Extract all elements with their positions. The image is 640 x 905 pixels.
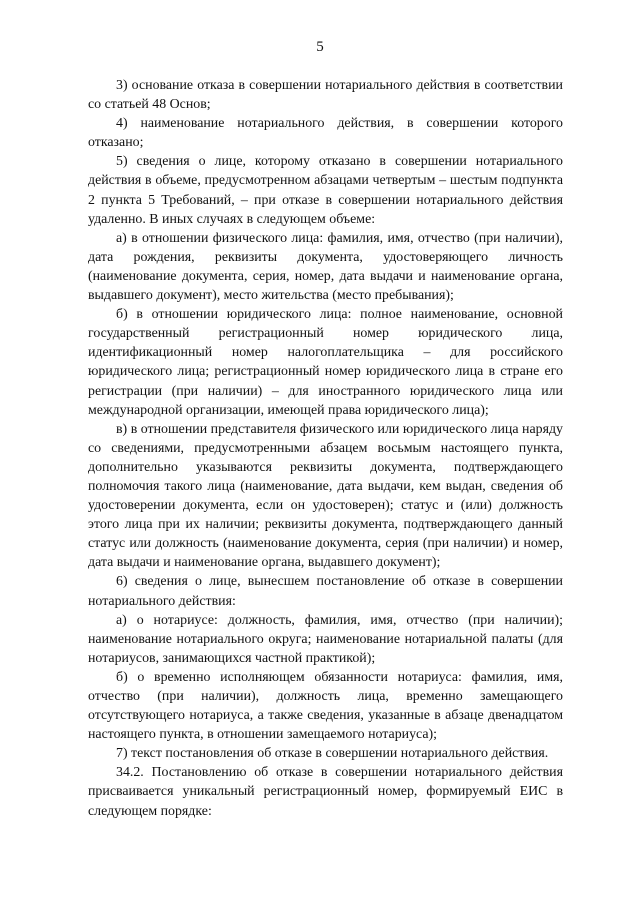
paragraph-34-2-registration-number: 34.2. Постановлению об отказе в совершении нотариального действия присваивается уникальный регистрационный номер, формируемый ЕИС в следующем порядке: — [88, 765, 563, 819]
page-number: 5 — [316, 39, 324, 55]
paragraph-acting-notary: б) о временно исполняющем обязанности нотариуса: фамилия, имя, отчество (при наличии), должность лица, временно замещающего отсутствующего нотариуса, а также сведения, указанные в абзаце двенадцатом настоящего пункта, в отношении замещаемого нотариуса); — [88, 669, 563, 743]
paragraph-natural-person: а) в отношении физического лица: фамилия, имя, отчество (при наличии), дата рождения, реквизиты документа, удостоверяющего личность (наименование документа, серия, номер, дата выдачи и наименование органа, выдавшего документ), место жительства (место пребывания); — [88, 230, 563, 304]
paragraph-notary: а) о нотариусе: должность, фамилия, имя, отчество (при наличии); наименование нотариального округа; наименование нотариальной палаты (для нотариусов, занимающихся частной практикой); — [88, 612, 563, 666]
paragraph-item-4-action-name: 4) наименование нотариального действия, в совершении которого отказано; — [88, 116, 563, 151]
paragraph-legal-entity: б) в отношении юридического лица: полное наименование, основной государственный регистрационный номер юридического лица, идентификационный номер налогоплательщика – для российского юридического лица; регистрационный номер юридического лица в стране его регистрации (при наличии) – для иностранного юридического лица или международной организации, имеющей права юридического лица); — [88, 307, 563, 418]
paragraph-item-3-refusal-basis: 3) основание отказа в совершении нотариального действия в соответствии со статьей 48 Основ; — [88, 78, 563, 113]
paragraph-representative: в) в отношении представителя физического или юридического лица наряду со сведениями, предусмотренными абзацем восьмым настоящего пункта, дополнительно указываются реквизиты документа, подтверждающего полномочия такого лица (наименование, дата выдачи, кем выдан, сведения об удостоверении документа, если он удостоверен); статус и (или) должность этого лица при их наличии; реквизиты документа, подтверждающего данный статус или должность (наименование документа, серия (при наличии) и номер, дата выдачи и наименование органа, выдавшего документ); — [88, 421, 563, 571]
paragraph-item-7-decision-text: 7) текст постановления об отказе в совершении нотариального действия. — [116, 746, 549, 762]
paragraph-item-6-decision-maker: 6) сведения о лице, вынесшем постановление об отказе в совершении нотариального действия: — [88, 574, 563, 609]
paragraph-item-5-person-info: 5) сведения о лице, которому отказано в совершении нотариального действия в объеме, предусмотренном абзацами четвертым – шестым подпункта 2 пункта 5 Требований, – при отказе в совершении нотариального действия удаленно. В иных случаях в следующем объеме: — [88, 154, 563, 227]
document-body — [88, 76, 563, 821]
